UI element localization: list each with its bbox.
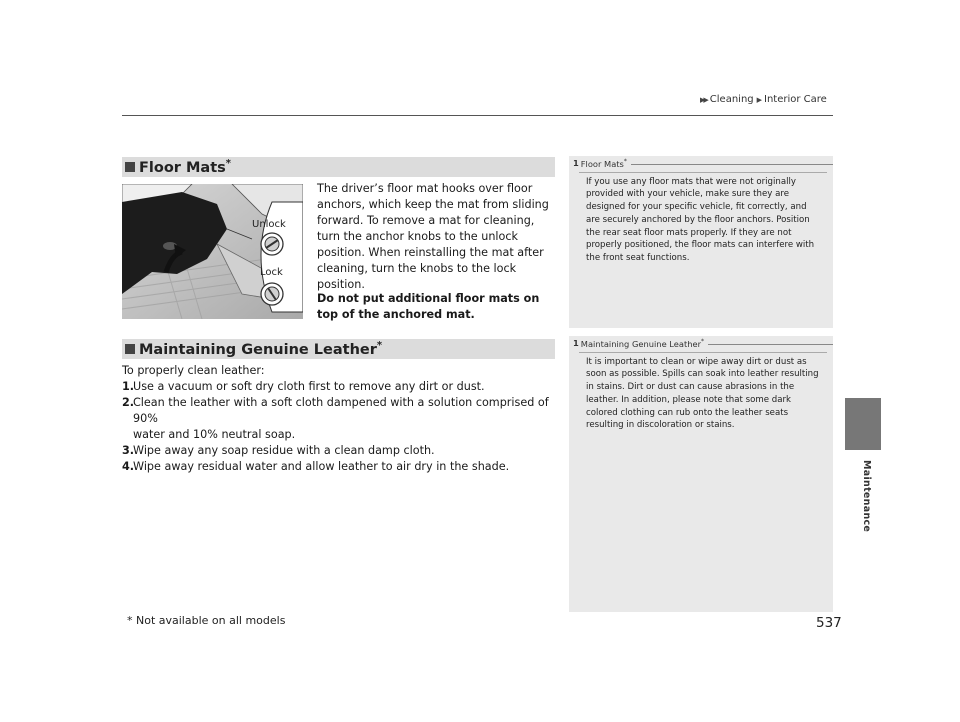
arrow-icon: ▶: [756, 95, 762, 104]
note-header-rule: [631, 164, 833, 165]
section-heading-leather: [122, 339, 555, 359]
section-heading-floor-mats: [122, 157, 555, 177]
breadcrumb-item-cleaning[interactable]: Cleaning: [709, 94, 754, 105]
note-title: Floor Mats*: [580, 158, 627, 169]
floor-mat-anchor-illustration: [122, 184, 303, 319]
footnote: * Not available on all models: [127, 614, 286, 627]
note-title: Maintaining Genuine Leather*: [580, 338, 705, 349]
note-header: 1 Floor Mats*: [569, 156, 833, 169]
side-tab-label: Maintenance: [861, 460, 872, 533]
list-item: 3. Wipe away any soap residue with a clean damp cloth.: [122, 444, 435, 457]
note-body: It is important to clean or wipe away dirt or dust as soon as possible. Spills can soak into leather resulting in stains. Dirt or dust can cause abrasions in the leather. In addition, please note that some dark colored clothing can rub onto the leather seats resulting in discoloration or stains.: [586, 356, 819, 431]
note-leather: [569, 336, 833, 612]
page-number: 537: [816, 615, 842, 631]
section-title: Floor Mats*: [139, 158, 232, 176]
header-divider: [122, 115, 833, 116]
leather-instructions: [122, 363, 557, 475]
list-item: 1. Use a vacuum or soft dry cloth first to remove any dirt or dust.: [122, 380, 485, 393]
breadcrumb-item-interior-care[interactable]: Interior Care: [764, 94, 827, 105]
note-header-rule: [708, 344, 833, 345]
unlock-label: Unlock: [252, 219, 286, 230]
list-item-continuation: water and 10% neutral soap.: [133, 428, 296, 441]
list-item: 2. Clean the leather with a soft cloth dampened with a solution comprised of 90%: [122, 396, 549, 425]
square-bullet-icon: [125, 162, 135, 172]
breadcrumb: [700, 94, 827, 105]
double-arrow-icon: ▶▶: [700, 95, 707, 104]
section-title: Maintaining Genuine Leather*: [139, 340, 383, 358]
square-bullet-icon: [125, 344, 135, 354]
floor-mats-warning: Do not put additional floor mats on top of the anchored mat.: [317, 292, 540, 321]
note-floor-mats: [569, 156, 833, 328]
note-body: If you use any floor mats that were not originally provided with your vehicle, make sure they are designed for your specific vehicle, fit correctly, and are securely anchored by the floor anchors. Position the rear seat floor mats properly. If they are not properly positioned, the floor mats can interfere with the front seat functions.: [586, 176, 815, 263]
note-header: 1 Maintaining Genuine Leather*: [569, 336, 833, 349]
leather-intro: To properly clean leather:: [122, 364, 265, 377]
floor-mats-paragraph: The driver’s floor mat hooks over floor anchors, which keep the mat from sliding forward. To remove a mat for cleaning, turn the anchor knobs to the unlock position. When reinstalling the mat after cleaning, turn the knobs to the lock position.: [317, 182, 549, 291]
list-item: 4. Wipe away residual water and allow leather to air dry in the shade.: [122, 460, 510, 473]
side-tab-marker: [845, 398, 881, 450]
lock-label: Lock: [260, 267, 283, 278]
